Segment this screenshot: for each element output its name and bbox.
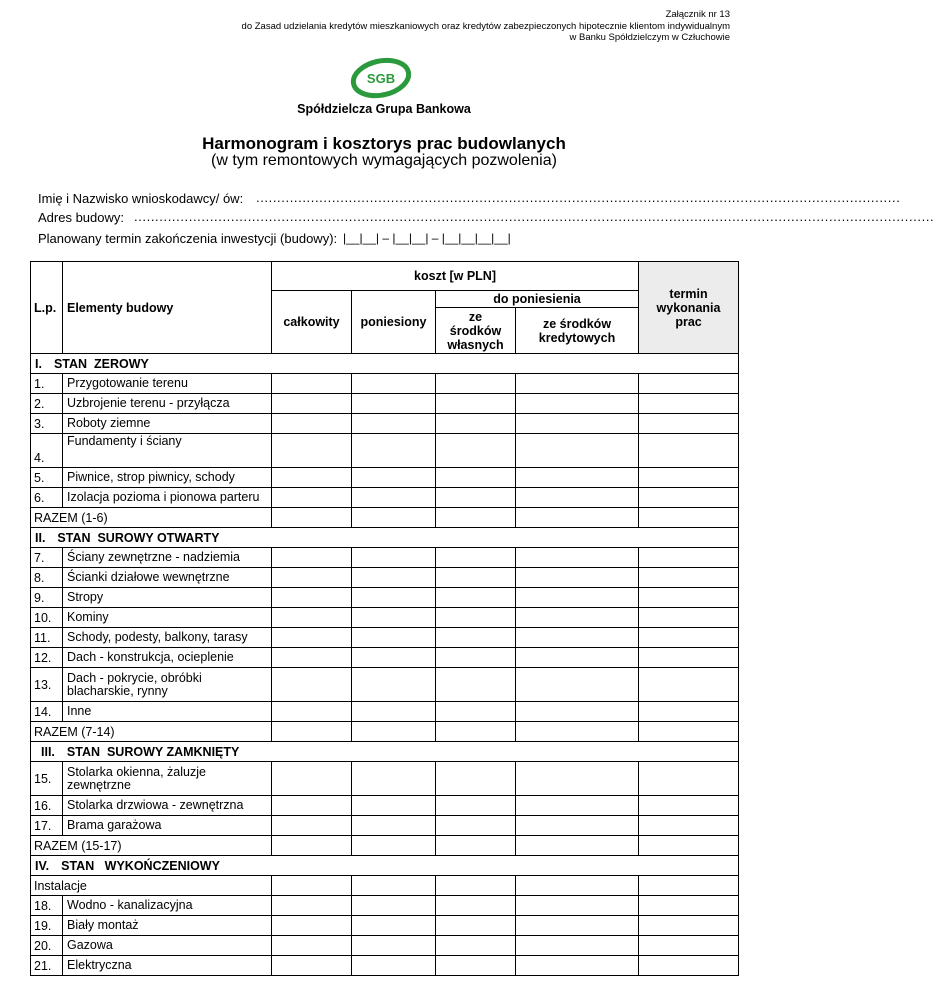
document-subtitle: (w tym remontowych wymagających pozwolenia) [211,152,557,169]
item-number: 16. [31,796,63,816]
amount-cell[interactable] [352,668,436,702]
amount-cell[interactable] [272,374,352,394]
amount-cell[interactable] [272,394,352,414]
item-number: 3. [31,414,63,434]
item-label: Inne [63,702,272,722]
header-lp: L.p. [31,262,63,354]
annex-note [242,9,730,44]
amount-cell[interactable] [516,722,639,742]
amount-cell[interactable] [436,762,516,796]
header-credit-funds-label: ze środków kredytowych [538,316,616,345]
amount-cell[interactable] [272,796,352,816]
item-number: 9. [31,588,63,608]
item-label: Roboty ziemne [63,414,272,434]
address-label: Adres budowy: [38,210,124,225]
section-label: STAN SUROWY OTWARTY [57,530,220,545]
amount-cell[interactable] [516,876,639,896]
amount-cell[interactable] [352,956,436,976]
table-row [31,568,739,588]
deadline-label: Planowany termin zakończenia inwestycji (budowy): [38,231,338,246]
section-heading [31,856,739,876]
header-incurred: poniesiony [352,291,436,354]
section-label: STAN ZEROWY [53,356,149,371]
amount-cell[interactable] [639,374,739,394]
total-row [31,836,739,856]
total-label: RAZEM (15-17) [31,836,272,856]
table-row [31,468,739,488]
amount-cell[interactable] [352,816,436,836]
amount-cell[interactable] [436,916,516,936]
section-number: I. [35,356,42,371]
amount-cell[interactable] [516,816,639,836]
amount-cell[interactable] [352,488,436,508]
total-row [31,508,739,528]
amount-cell[interactable] [272,548,352,568]
table-row [31,648,739,668]
section-label: STAN SUROWY ZAMKNIĘTY [66,744,240,759]
item-label: Wodno - kanalizacyjna [63,896,272,916]
amount-cell[interactable] [639,956,739,976]
amount-cell[interactable] [516,762,639,796]
amount-cell[interactable] [436,936,516,956]
amount-cell[interactable] [352,608,436,628]
item-label: Schody, podesty, balkony, tarasy [63,628,272,648]
item-number: 11. [31,628,63,648]
amount-cell[interactable] [639,896,739,916]
amount-cell[interactable] [516,414,639,434]
amount-cell[interactable] [436,468,516,488]
section-row [31,856,739,876]
amount-cell[interactable] [436,628,516,648]
item-label: Fundamenty i ściany [63,434,272,468]
amount-cell[interactable] [639,394,739,414]
item-number: 7. [31,548,63,568]
amount-cell[interactable] [272,896,352,916]
amount-cell[interactable] [352,796,436,816]
item-number: 5. [31,468,63,488]
item-label: Gazowa [63,936,272,956]
section-row [31,742,739,762]
amount-cell[interactable] [639,916,739,936]
header-elements: Elementy budowy [63,262,272,354]
total-label: Instalacje [31,876,272,896]
amount-cell[interactable] [639,836,739,856]
item-label: Elektryczna [63,956,272,976]
header-total: całkowity [272,291,352,354]
header-deadline-label: termin wykonania prac [656,286,721,329]
amount-cell[interactable] [272,722,352,742]
amount-cell[interactable] [272,608,352,628]
total-row [31,722,739,742]
item-number: 17. [31,816,63,836]
amount-cell[interactable] [352,836,436,856]
amount-cell[interactable] [516,374,639,394]
amount-cell[interactable] [436,956,516,976]
table-row [31,816,739,836]
table-row [31,896,739,916]
amount-cell[interactable] [639,702,739,722]
amount-cell[interactable] [516,488,639,508]
amount-cell[interactable] [352,876,436,896]
section-heading [31,354,739,374]
section-heading [31,742,739,762]
header-own-funds [436,308,516,354]
table-row [31,702,739,722]
amount-cell[interactable] [352,468,436,488]
amount-cell[interactable] [639,796,739,816]
amount-cell[interactable] [516,434,639,468]
amount-cell[interactable] [436,796,516,816]
amount-cell[interactable] [516,956,639,976]
item-number: 10. [31,608,63,628]
amount-cell[interactable] [272,956,352,976]
table-row [31,608,739,628]
item-label: Dach - pokrycie, obróbki blacharskie, rynny [63,668,272,702]
amount-cell[interactable] [639,588,739,608]
item-number: 21. [31,956,63,976]
amount-cell[interactable] [352,588,436,608]
amount-cell[interactable] [272,816,352,836]
header-cost: koszt [w PLN] [272,262,639,291]
amount-cell[interactable] [352,916,436,936]
item-label: Izolacja pozioma i pionowa parteru [63,488,272,508]
amount-cell[interactable] [352,762,436,796]
table-row [31,394,739,414]
amount-cell[interactable] [436,876,516,896]
amount-cell[interactable] [516,628,639,648]
amount-cell[interactable] [516,702,639,722]
amount-cell[interactable] [516,568,639,588]
amount-cell[interactable] [516,836,639,856]
amount-cell[interactable] [516,468,639,488]
table-row [31,762,739,796]
amount-cell[interactable] [272,876,352,896]
annex-line-2: do Zasad udzielania kredytów mieszkaniowych oraz kredytów zabezpieczonych hipotecznie klientom indywidualnym [241,20,730,32]
table-row [31,374,739,394]
schedule-table [30,261,739,976]
item-label: Kominy [63,608,272,628]
total-row [31,876,739,896]
amount-cell[interactable] [516,588,639,608]
amount-cell[interactable] [516,548,639,568]
table-row [31,414,739,434]
section-number: III. [41,744,55,759]
amount-cell[interactable] [352,936,436,956]
table-row [31,434,739,468]
amount-cell[interactable] [516,916,639,936]
amount-cell[interactable] [352,896,436,916]
amount-cell[interactable] [272,414,352,434]
amount-cell[interactable] [436,508,516,528]
total-label: RAZEM (7-14) [31,722,272,742]
amount-cell[interactable] [272,568,352,588]
table-row [31,488,739,508]
amount-cell[interactable] [272,468,352,488]
header-deadline [639,262,739,354]
logo-name: Spółdzielcza Grupa Bankowa [297,102,471,116]
amount-cell[interactable] [272,588,352,608]
item-number: 13. [31,668,63,702]
amount-cell[interactable] [352,568,436,588]
amount-cell[interactable] [516,668,639,702]
item-number: 18. [31,896,63,916]
amount-cell[interactable] [352,508,436,528]
amount-cell[interactable] [436,816,516,836]
amount-cell[interactable] [516,936,639,956]
applicant-label: Imię i Nazwisko wnioskodawcy/ ów: [38,191,244,206]
amount-cell[interactable] [436,548,516,568]
amount-cell[interactable] [436,374,516,394]
amount-cell[interactable] [639,434,739,468]
item-number: 2. [31,394,63,414]
table-row [31,916,739,936]
amount-cell[interactable] [436,896,516,916]
annex-number: Załącznik nr 13 [665,9,730,20]
document-title: Harmonogram i kosztorys prac budowlanych [202,134,566,153]
item-number: 19. [31,916,63,936]
item-number: 20. [31,936,63,956]
item-label: Dach - konstrukcja, ocieplenie [63,648,272,668]
item-number: 14. [31,702,63,722]
item-number: 8. [31,568,63,588]
amount-cell[interactable] [516,648,639,668]
amount-cell[interactable] [352,414,436,434]
item-label: Stropy [63,588,272,608]
amount-cell[interactable] [436,702,516,722]
table-row [31,588,739,608]
amount-cell[interactable] [639,608,739,628]
amount-cell[interactable] [272,434,352,468]
amount-cell[interactable] [352,548,436,568]
amount-cell[interactable] [436,722,516,742]
item-number: 6. [31,488,63,508]
amount-cell[interactable] [516,394,639,414]
amount-cell[interactable] [436,414,516,434]
amount-cell[interactable] [272,648,352,668]
amount-cell[interactable] [436,608,516,628]
table-row [31,548,739,568]
amount-cell[interactable] [639,568,739,588]
table-row [31,668,739,702]
amount-cell[interactable] [436,648,516,668]
amount-cell[interactable] [639,876,739,896]
item-number: 12. [31,648,63,668]
item-label: Ścianki działowe wewnętrzne [63,568,272,588]
amount-cell[interactable] [352,628,436,648]
item-number: 15. [31,762,63,796]
amount-cell[interactable] [272,836,352,856]
item-number: 1. [31,374,63,394]
section-row [31,354,739,374]
amount-cell[interactable] [352,648,436,668]
total-label: RAZEM (1-6) [31,508,272,528]
table-row [31,936,739,956]
amount-cell[interactable] [516,508,639,528]
amount-cell[interactable] [639,628,739,648]
item-label: Uzbrojenie terenu - przyłącza [63,394,272,414]
schedule-table-body [31,354,739,976]
amount-cell[interactable] [639,468,739,488]
amount-cell[interactable] [639,648,739,668]
amount-cell[interactable] [352,374,436,394]
applicant-dotted-line[interactable]: ......................................................................................................................................................... [256,190,901,205]
address-dotted-line[interactable]: .............................................................................................................................................................................................. [134,209,934,224]
amount-cell[interactable] [436,668,516,702]
amount-cell[interactable] [639,508,739,528]
amount-cell[interactable] [272,628,352,648]
deadline-date-boxes[interactable]: |__|__| – |__|__| – |__|__|__|__| [343,231,511,245]
item-number: 4. [31,434,63,468]
amount-cell[interactable] [352,394,436,414]
table-row [31,628,739,648]
section-number: II. [35,530,46,545]
header-credit-funds [516,308,639,354]
amount-cell[interactable] [639,414,739,434]
header-to-incur: do poniesienia [436,291,639,308]
table-row [31,956,739,976]
table-row [31,796,739,816]
section-label: STAN WYKOŃCZENIOWY [61,858,220,873]
amount-cell[interactable] [436,568,516,588]
amount-cell[interactable] [436,434,516,468]
amount-cell[interactable] [516,796,639,816]
amount-cell[interactable] [436,836,516,856]
amount-cell[interactable] [516,608,639,628]
logo-badge: SGB [366,71,396,86]
amount-cell[interactable] [352,722,436,742]
amount-cell[interactable] [272,508,352,528]
item-label: Stolarka drzwiowa - zewnętrzna [63,796,272,816]
item-label: Stolarka okienna, żaluzje zewnętrzne [63,762,272,796]
annex-line-3: w Banku Spółdzielczym w Człuchowie [569,32,730,43]
item-label: Ściany zewnętrzne - nadziemia [63,548,272,568]
amount-cell[interactable] [516,896,639,916]
amount-cell[interactable] [639,668,739,702]
amount-cell[interactable] [639,936,739,956]
section-number: IV. [35,858,50,873]
item-label: Brama garażowa [63,816,272,836]
section-row [31,528,739,548]
amount-cell[interactable] [352,434,436,468]
item-label: Piwnice, strop piwnicy, schody [63,468,272,488]
amount-cell[interactable] [272,762,352,796]
amount-cell[interactable] [272,702,352,722]
item-label: Przygotowanie terenu [63,374,272,394]
amount-cell[interactable] [272,488,352,508]
header-own-funds-label: ze środków własnych [447,309,504,352]
amount-cell[interactable] [639,722,739,742]
amount-cell[interactable] [272,916,352,936]
amount-cell[interactable] [639,762,739,796]
amount-cell[interactable] [272,936,352,956]
amount-cell[interactable] [436,588,516,608]
amount-cell[interactable] [436,488,516,508]
amount-cell[interactable] [352,702,436,722]
amount-cell[interactable] [639,548,739,568]
section-heading [31,528,739,548]
amount-cell[interactable] [436,394,516,414]
item-label: Biały montaż [63,916,272,936]
amount-cell[interactable] [272,668,352,702]
amount-cell[interactable] [639,816,739,836]
amount-cell[interactable] [639,488,739,508]
